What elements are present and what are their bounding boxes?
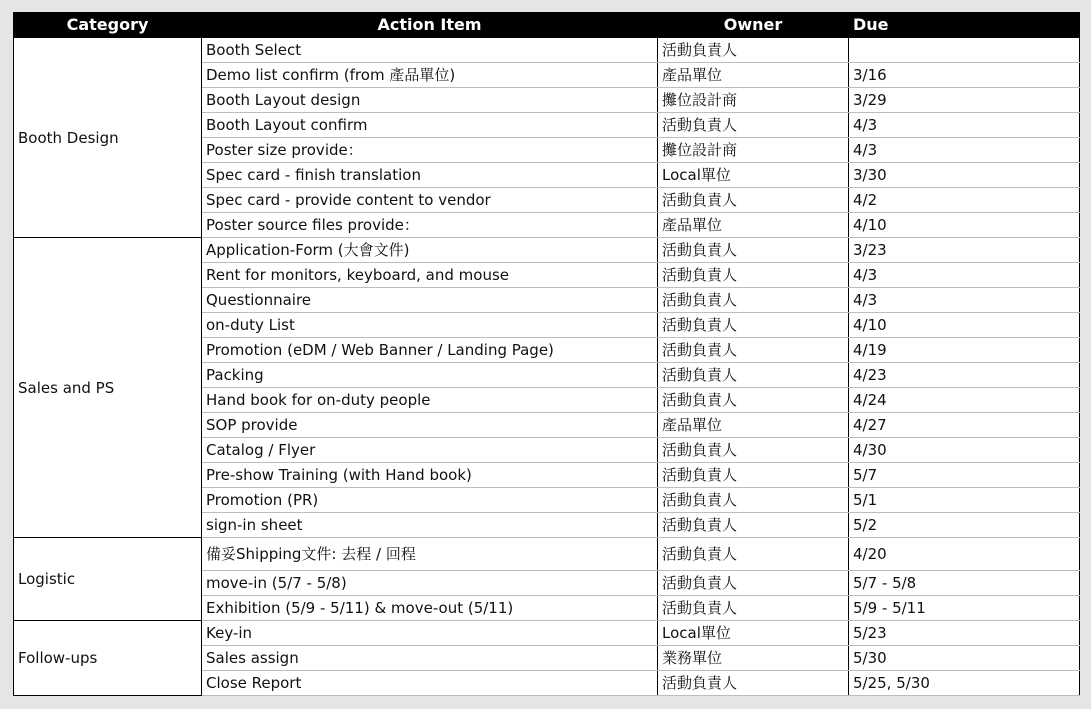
action-item-cell: Questionnaire bbox=[202, 288, 658, 313]
due-cell: 4/10 bbox=[849, 313, 1080, 338]
owner-cell: 活動負責人 bbox=[658, 338, 849, 363]
owner-cell: 活動負責人 bbox=[658, 363, 849, 388]
due-cell: 4/23 bbox=[849, 363, 1080, 388]
owner-cell: 活動負責人 bbox=[658, 538, 849, 571]
due-cell: 3/29 bbox=[849, 88, 1080, 113]
due-cell: 5/7 - 5/8 bbox=[849, 571, 1080, 596]
owner-cell: 活動負責人 bbox=[658, 263, 849, 288]
category-cell: Logistic bbox=[14, 538, 202, 621]
action-item-cell: Poster source files provide： bbox=[202, 213, 658, 238]
due-cell: 3/23 bbox=[849, 238, 1080, 263]
owner-cell: 活動負責人 bbox=[658, 288, 849, 313]
owner-cell: Local單位 bbox=[658, 163, 849, 188]
due-cell: 4/2 bbox=[849, 188, 1080, 213]
category-cell: Follow-ups bbox=[14, 621, 202, 696]
action-item-cell: Demo list confirm (from 產品單位) bbox=[202, 63, 658, 88]
owner-cell: 活動負責人 bbox=[658, 38, 849, 63]
action-item-cell: sign-in sheet bbox=[202, 513, 658, 538]
category-cell: Booth Design bbox=[14, 38, 202, 238]
action-item-cell: Exhibition (5/9 - 5/11) & move-out (5/11) bbox=[202, 596, 658, 621]
owner-cell: 活動負責人 bbox=[658, 238, 849, 263]
action-item-cell: Packing bbox=[202, 363, 658, 388]
due-cell: 4/20 bbox=[849, 538, 1080, 571]
due-cell: 5/23 bbox=[849, 621, 1080, 646]
owner-cell: 活動負責人 bbox=[658, 488, 849, 513]
action-item-cell: Pre-show Training (with Hand book) bbox=[202, 463, 658, 488]
due-cell: 5/1 bbox=[849, 488, 1080, 513]
action-item-cell: Booth Layout confirm bbox=[202, 113, 658, 138]
action-item-cell: Promotion (eDM / Web Banner / Landing Page) bbox=[202, 338, 658, 363]
action-item-cell: Booth Select bbox=[202, 38, 658, 63]
action-item-cell: Promotion (PR) bbox=[202, 488, 658, 513]
owner-cell: 活動負責人 bbox=[658, 513, 849, 538]
table-row bbox=[14, 238, 1080, 263]
action-item-cell: 備妥Shipping文件: 去程 / 回程 bbox=[202, 538, 658, 571]
action-item-cell: Sales assign bbox=[202, 646, 658, 671]
action-item-cell: Catalog / Flyer bbox=[202, 438, 658, 463]
action-item-cell: Spec card - provide content to vendor bbox=[202, 188, 658, 213]
owner-cell: 活動負責人 bbox=[658, 671, 849, 696]
table-row bbox=[14, 38, 1080, 63]
due-cell: 5/30 bbox=[849, 646, 1080, 671]
owner-cell: 活動負責人 bbox=[658, 571, 849, 596]
action-item-sheet bbox=[13, 12, 1079, 695]
action-item-cell: SOP provide bbox=[202, 413, 658, 438]
due-cell: 5/2 bbox=[849, 513, 1080, 538]
owner-cell: 業務單位 bbox=[658, 646, 849, 671]
action-item-cell: Application-Form (大會文件) bbox=[202, 238, 658, 263]
owner-cell: 活動負責人 bbox=[658, 388, 849, 413]
action-item-cell: Spec card - finish translation bbox=[202, 163, 658, 188]
owner-cell: 活動負責人 bbox=[658, 463, 849, 488]
action-item-cell: Booth Layout design bbox=[202, 88, 658, 113]
action-item-cell: Key-in bbox=[202, 621, 658, 646]
owner-cell: 產品單位 bbox=[658, 213, 849, 238]
due-cell bbox=[849, 38, 1080, 63]
action-item-cell: Poster size provide： bbox=[202, 138, 658, 163]
owner-cell: 攤位設計商 bbox=[658, 88, 849, 113]
table-row bbox=[14, 538, 1080, 571]
table-body bbox=[14, 38, 1080, 696]
owner-cell: 攤位設計商 bbox=[658, 138, 849, 163]
header-category: Category bbox=[14, 13, 202, 38]
header-action-item: Action Item bbox=[202, 13, 658, 38]
due-cell: 5/7 bbox=[849, 463, 1080, 488]
owner-cell: 活動負責人 bbox=[658, 596, 849, 621]
due-cell: 4/3 bbox=[849, 138, 1080, 163]
action-item-cell: Close Report bbox=[202, 671, 658, 696]
due-cell: 4/10 bbox=[849, 213, 1080, 238]
due-cell: 4/27 bbox=[849, 413, 1080, 438]
action-item-cell: on-duty List bbox=[202, 313, 658, 338]
owner-cell: 活動負責人 bbox=[658, 113, 849, 138]
table-row bbox=[14, 621, 1080, 646]
due-cell: 4/3 bbox=[849, 288, 1080, 313]
owner-cell: 活動負責人 bbox=[658, 313, 849, 338]
due-cell: 4/3 bbox=[849, 113, 1080, 138]
due-cell: 4/24 bbox=[849, 388, 1080, 413]
owner-cell: Local單位 bbox=[658, 621, 849, 646]
due-cell: 3/30 bbox=[849, 163, 1080, 188]
due-cell: 5/9 - 5/11 bbox=[849, 596, 1080, 621]
header-due: Due bbox=[849, 13, 1080, 38]
due-cell: 3/16 bbox=[849, 63, 1080, 88]
due-cell: 4/30 bbox=[849, 438, 1080, 463]
action-item-cell: Hand book for on-duty people bbox=[202, 388, 658, 413]
due-cell: 5/25, 5/30 bbox=[849, 671, 1080, 696]
due-cell: 4/19 bbox=[849, 338, 1080, 363]
category-cell: Sales and PS bbox=[14, 238, 202, 538]
owner-cell: 活動負責人 bbox=[658, 438, 849, 463]
action-item-cell: Rent for monitors, keyboard, and mouse bbox=[202, 263, 658, 288]
header-row bbox=[14, 13, 1080, 38]
owner-cell: 產品單位 bbox=[658, 63, 849, 88]
action-item-table bbox=[13, 12, 1080, 696]
header-owner: Owner bbox=[658, 13, 849, 38]
owner-cell: 活動負責人 bbox=[658, 188, 849, 213]
action-item-cell: move-in (5/7 - 5/8) bbox=[202, 571, 658, 596]
owner-cell: 產品單位 bbox=[658, 413, 849, 438]
due-cell: 4/3 bbox=[849, 263, 1080, 288]
